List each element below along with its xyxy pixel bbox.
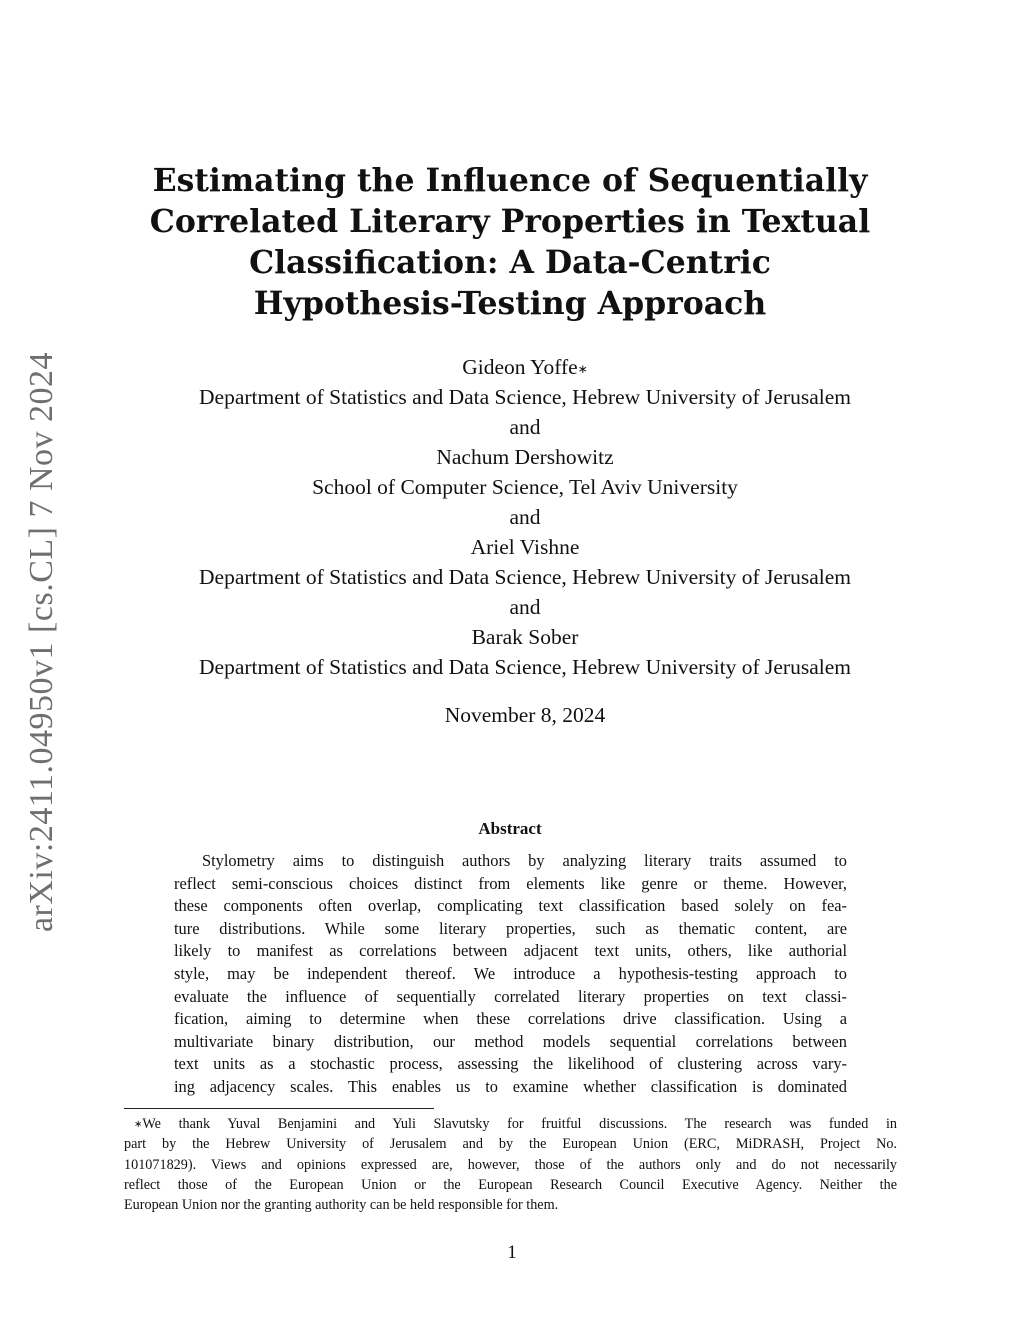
title-line: Hypothesis-Testing Approach: [253, 285, 767, 322]
author-affiliation: School of Computer Science, Tel Aviv University: [312, 475, 738, 499]
arxiv-stamp: arXiv:2411.04950v1 [cs.CL] 7 Nov 2024: [23, 351, 60, 933]
abstract-line: reflect semi-conscious choices distinct from elements like genre or theme. However,: [174, 873, 847, 893]
abstract-line: ing adjacency scales. This enables us to examine whether classification is dominated: [174, 1076, 847, 1096]
abstract-body: [174, 850, 847, 1099]
abstract-line: text units as a stochastic process, assessing the likelihood of clustering across vary-: [174, 1054, 847, 1074]
abstract-line: multivariate binary distribution, our method models sequential correlations between: [174, 1031, 847, 1051]
page-number: 1: [507, 1242, 517, 1263]
footnote-line: European Union nor the granting authority can be held responsible for them.: [124, 1197, 559, 1214]
abstract-line: these components often overlap, complicating text classification based solely on fea-: [174, 896, 847, 916]
footnote-line: part by the Hebrew University of Jerusalem and by the European Union (ERC, MiDRASH, Project No.: [124, 1136, 897, 1153]
author-name: Ariel Vishne: [470, 535, 580, 559]
author-name: Nachum Dershowitz: [436, 445, 614, 469]
abstract-line: Stylometry aims to distinguish authors by analyzing literary traits assumed to: [202, 851, 847, 870]
abstract-line: style, may be independent thereof. We introduce a hypothesis-testing approach to: [174, 963, 847, 983]
author-name: Barak Sober: [471, 625, 579, 649]
abstract-line: likely to manifest as correlations between adjacent text units, others, like authorial: [174, 941, 847, 961]
abstract-heading: Abstract: [478, 819, 542, 838]
author-affiliation: Department of Statistics and Data Science, Hebrew University of Jerusalem: [199, 565, 851, 589]
footnote-line-text: We thank Yuval Benjamini and Yuli Slavutsky for fruitful discussions. The research was funded in: [142, 1116, 897, 1132]
footnote: [124, 1114, 897, 1215]
footnote-marker: ∗: [134, 1119, 143, 1130]
author-separator: and: [509, 505, 541, 529]
author-separator: and: [509, 415, 541, 439]
abstract-line: ture distributions. While some literary properties, such as thematic content, are: [174, 918, 847, 938]
footnote-divider: [124, 1108, 434, 1109]
paper-title: [130, 160, 890, 324]
title-line: Classification: A Data-Centric: [249, 244, 771, 281]
footnote-line: 101071829). Views and opinions expressed are, however, those of the authors only and do not necessarily: [124, 1156, 897, 1173]
footnote-marker: ∗: [577, 362, 588, 376]
footnote-line: [124, 1114, 897, 1134]
title-line: Correlated Literary Properties in Textual: [149, 203, 871, 240]
title-line: Estimating the Influence of Sequentially: [152, 162, 868, 199]
author-block: [110, 352, 940, 682]
author-affiliation: Department of Statistics and Data Science, Hebrew University of Jerusalem: [199, 385, 851, 409]
author-separator: and: [509, 595, 541, 619]
author-name-text: Gideon Yoffe: [462, 355, 578, 379]
abstract-line: evaluate the influence of sequentially correlated literary properties on text classi-: [174, 986, 847, 1006]
abstract-line: fication, aiming to determine when these correlations drive classification. Using a: [174, 1009, 847, 1029]
author-name: [110, 352, 940, 382]
paper-date: November 8, 2024: [444, 703, 606, 727]
author-affiliation: Department of Statistics and Data Science, Hebrew University of Jerusalem: [199, 655, 851, 679]
footnote-line: reflect those of the European Union or the European Research Council Executive Agency. Neither the: [124, 1176, 897, 1193]
